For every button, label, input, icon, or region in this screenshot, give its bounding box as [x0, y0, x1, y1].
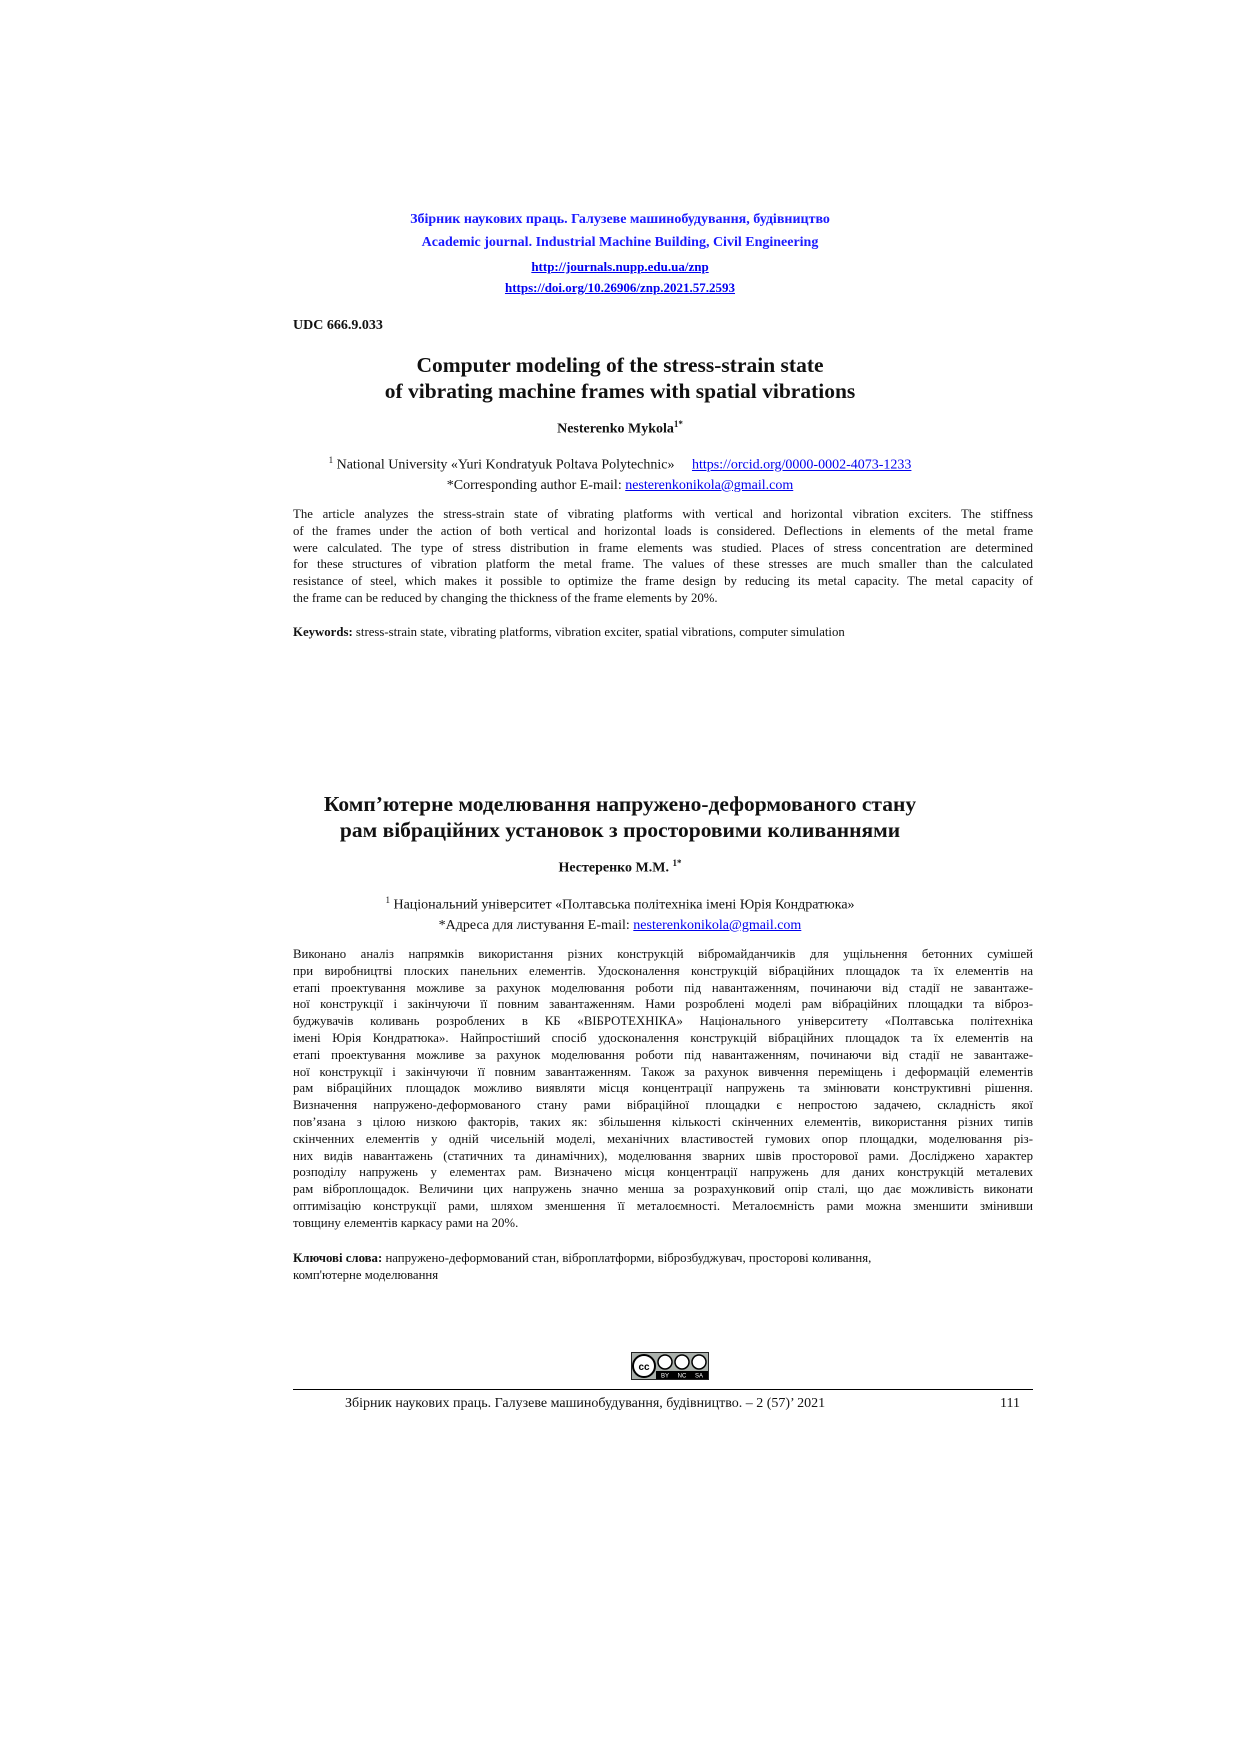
orcid-link[interactable]: https://orcid.org/0000-0002-4073-1233	[691, 457, 912, 473]
cc-nc-label: NC	[677, 1373, 687, 1379]
keywords-label: Keywords:	[293, 625, 353, 639]
abstract-line: for these structures of vibration platform the metal frame. The values of these stresses are much smaller than the calculated	[293, 557, 1033, 572]
abstract-line: розподілу напружень у елементах рам. Визначено місця концентрації напружень для даних конструкцій металевих	[293, 1165, 1033, 1180]
ukrainian-title-line1: Комп’ютерне моделювання напружено-деформованого стану	[323, 792, 917, 816]
journal-url-row	[0, 259, 1240, 275]
abstract-line: ної конструкції і закінчуючи її повним завантаженням. Також за рахунок вивчення переміщень і деформацій елементів	[293, 1064, 1033, 1079]
keywords-label-uk: Ключові слова:	[293, 1251, 383, 1265]
ukrainian-abstract	[293, 946, 1033, 1232]
footer-divider	[293, 1389, 1033, 1390]
author-sup: 1*	[673, 419, 683, 429]
abstract-line: of the frames under the action of both vertical and horizontal loads is considered. Deflections in elements of the metal frame	[293, 523, 1033, 538]
english-keywords	[293, 624, 1033, 641]
author-name-uk: Нестеренко М.М.	[558, 860, 669, 876]
affil-sup-uk: 1	[385, 895, 390, 905]
corresponding-label-uk: *Адреса для листування E-mail:	[438, 917, 630, 933]
journal-name-uk: Збірник наукових праць. Галузеве машинобудування, будівництво	[410, 212, 830, 227]
page-number: 111	[1000, 1396, 1020, 1411]
abstract-line: при виробництві плоских панельних елементів. Удосконалення конструкцій вібраційних площадок та їх елементів на	[293, 963, 1033, 978]
abstract-line: Виконано аналіз напрямків використання різних конструкцій вібромайданчиків для ущільнення бетонних сумішей	[293, 947, 1033, 961]
email-link-uk[interactable]: nesterenkonikola@gmail.com	[633, 917, 802, 933]
abstract-line: них видів навантажень (статичних та динамічних), моделювання зварних швів просторової рами. Досліджено характер	[293, 1148, 1033, 1163]
english-affiliation	[0, 450, 1240, 496]
doi-row	[0, 280, 1240, 296]
abstract-line: товщину елементів каркасу рами на 20%.	[293, 1215, 519, 1230]
english-author	[0, 419, 1240, 438]
abstract-line: етапі проектування можливе за рахунок моделювання роботи під навантаженням, починаючи від стадії не завантаже-	[293, 1047, 1033, 1062]
affiliation-text: National University «Yuri Kondratyuk Poltava Polytechnic»	[336, 457, 675, 473]
cc-license-badge[interactable]	[631, 1352, 709, 1380]
english-title-line1: Computer modeling of the stress-strain state	[416, 353, 824, 377]
abstract-line: resistance of steel, which makes it possible to optimize the frame design by reducing its metal capacity. The metal capacity of	[293, 574, 1033, 589]
journal-name-en: Academic journal. Industrial Machine Building, Civil Engineering	[421, 235, 819, 250]
ukrainian-title-line2: рам вібраційних установок з просторовими коливаннями	[339, 818, 901, 842]
cc-by-label: BY	[660, 1373, 670, 1379]
udc-code: UDC 666.9.033	[293, 318, 383, 333]
keywords-text-uk-line2: комп'ютерне моделювання	[293, 1268, 439, 1282]
cc-sa-label: SA	[694, 1373, 704, 1379]
ukrainian-author	[0, 858, 1240, 877]
abstract-line: рам вібраційних площадок можливо виявляти місця концентрації напружень та змінювати конструктивні рішення.	[293, 1081, 1033, 1096]
corresponding-label: *Corresponding author E-mail:	[446, 477, 622, 493]
journal-url-link[interactable]: http://journals.nupp.edu.ua/znp	[531, 259, 709, 274]
english-title	[0, 352, 1240, 404]
abstract-line: ної конструкції і закінчуючи її повним завантаженням. Нами розроблені моделі рам вібраційних площадки та віброз-	[293, 997, 1033, 1012]
keywords-text-uk: напружено-деформований стан, віброплатформи, віброзбуджувач, просторові коливання,	[385, 1251, 872, 1265]
abstract-line: імені Юрія Кондратюка». Найпростіший спосіб удосконалення конструкцій вібраційних площадок та їх елементів на	[293, 1030, 1033, 1045]
cc-text: cc	[638, 1362, 650, 1373]
abstract-line: the frame can be reduced by changing the thickness of the frame elements by 20%.	[293, 590, 718, 605]
doi-link[interactable]: https://doi.org/10.26906/znp.2021.57.2593	[504, 280, 736, 295]
author-name: Nesterenko Mykola	[557, 421, 674, 437]
abstract-line: буджувачів коливань розроблених в КБ «ВІБРОТЕХНІКА» Національного університету «Полтавська політехніка	[293, 1014, 1033, 1029]
affil-sup: 1	[328, 455, 334, 465]
author-sup-uk: 1*	[672, 858, 682, 868]
abstract-line: рам віброплощадок. Величини цих напружень значно менша за розрахунковий опір сталі, що дає можливість виконати	[293, 1182, 1033, 1197]
abstract-line: скінченних елементів у одній чисельній моделі, механічних властивостей гумових опор площадки, моделювання різ-	[293, 1131, 1033, 1146]
english-abstract	[293, 506, 1033, 607]
cc-by-nc-sa-icon	[632, 1353, 708, 1379]
abstract-line: Визначення напружено-деформованого стану рами вібраційної площадки є непростою задачею, складність якої	[293, 1098, 1033, 1113]
email-link[interactable]: nesterenkonikola@gmail.com	[625, 477, 794, 493]
abstract-line: етапі проектування можливе за рахунок моделювання роботи під навантаженням, починаючи від стадії не завантаже-	[293, 980, 1033, 995]
english-title-line2: of vibrating machine frames with spatial vibrations	[384, 379, 856, 403]
abstract-line: were calculated. The type of stress distribution in frame elements was studied. Places of stress concentration are determined	[293, 540, 1033, 555]
keywords-text: stress-strain state, vibrating platforms, vibration exciter, spatial vibrations, computer simulation	[355, 625, 845, 639]
abstract-line: оптимізацію конструкції рами, шляхом зменшення її металоємності. Металоємність рами можна зменшити змінивши	[293, 1198, 1033, 1213]
footer-journal-text: Збірник наукових праць. Галузеве машинобудування, будівництво. – 2 (57)’ 2021	[345, 1396, 826, 1411]
affiliation-text-uk: Національний університет «Полтавська політехніка імені Юрія Кондратюка»	[393, 897, 855, 913]
ukrainian-affiliation	[0, 890, 1240, 936]
ukrainian-keywords	[293, 1250, 1033, 1284]
ukrainian-title	[0, 791, 1240, 843]
abstract-line: The article analyzes the stress-strain state of vibrating platforms with vertical and horizontal vibration exciters. The stiffness	[293, 507, 1033, 521]
abstract-line: пов’язана з цілою низкою факторів, таких як: збільшення кількості скінченних елементів, використання різних типів	[293, 1114, 1033, 1129]
